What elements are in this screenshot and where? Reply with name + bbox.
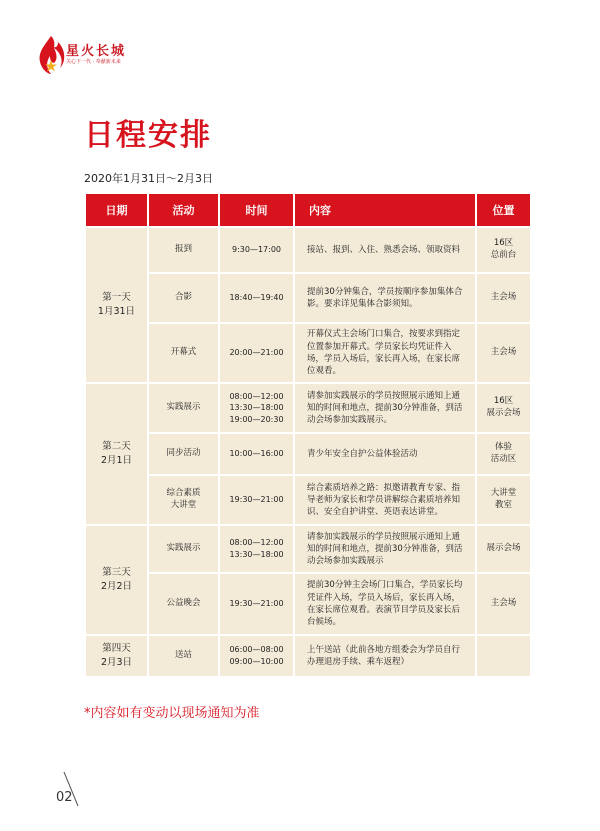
location-cell: 展示会场 [476, 525, 531, 573]
header-location: 位置 [476, 193, 531, 227]
time-cell: 08:00—12:00 13:30—18:00 19:00—20:30 [219, 383, 294, 433]
time-cell: 19:30—21:00 [219, 475, 294, 525]
change-notice: *内容如有变动以现场通知为准 [84, 706, 260, 721]
header-activity: 活动 [148, 193, 219, 227]
location-cell: 主会场 [476, 323, 531, 383]
content-cell: 提前30分钟集合，学员按顺序参加集体合影。要求详见集体合影须知。 [294, 273, 476, 323]
content-cell: 请参加实践展示的学员按照展示通知上通知的时间和地点，提前30分钟准备，到活动会场参加实践展示。 [294, 383, 476, 433]
location-cell [476, 635, 531, 677]
day-date: 2月1日 [100, 455, 133, 466]
day-cell [85, 383, 148, 525]
content-cell: 提前30分钟主会场门口集合，学员家长均凭证件入场，学员入场后，家长再入场，在家长席位观看。表演节目学员及家长后台候场。 [294, 573, 476, 635]
day-date: 2月3日 [100, 657, 133, 668]
content-cell: 接站、报到、入住、熟悉会场、领取资料 [294, 227, 476, 273]
content-cell: 综合素质培养之路：拟邀请教育专家、指导老师为家长和学员讲解综合素质培养知识、安全自护讲堂、英语表达讲堂。 [294, 475, 476, 525]
time-cell: 06:00—08:00 09:00—10:00 [219, 635, 294, 677]
table-row [85, 525, 531, 573]
content-cell: 上午送站（此前各地方组委会为学员自行办理退房手续、乘车返程） [294, 635, 476, 677]
header-time: 时间 [219, 193, 294, 227]
time-cell: 10:00—16:00 [219, 433, 294, 475]
location-cell: 大讲堂 教室 [476, 475, 531, 525]
time-cell: 18:40—19:40 [219, 273, 294, 323]
date-range: 2020年1月31日～2月3日 [84, 172, 213, 185]
day-date: 1月31日 [97, 306, 136, 317]
day-name: 第二天 [102, 440, 131, 452]
time-cell: 08:00—12:00 13:30—18:00 [219, 525, 294, 573]
flame-star-icon [36, 34, 66, 78]
activity-cell: 公益晚会 [148, 573, 219, 635]
location-cell: 体验 活动区 [476, 433, 531, 475]
day-name: 第四天 [102, 642, 131, 654]
table-row [85, 573, 531, 635]
table-row [85, 475, 531, 525]
table-header-row [85, 193, 531, 227]
content-cell: 请参加实践展示的学员按照展示通知上通知的时间和地点，提前30分钟准备，到活动会场参加实践展示 [294, 525, 476, 573]
logo-name: 星火长城 [66, 44, 127, 59]
activity-cell: 报到 [148, 227, 219, 273]
table-row [85, 227, 531, 273]
page-number: 02 [56, 790, 73, 805]
table-row [85, 433, 531, 475]
activity-cell: 送站 [148, 635, 219, 677]
activity-cell: 开幕式 [148, 323, 219, 383]
activity-cell: 同步活动 [148, 433, 219, 475]
table-row [85, 323, 531, 383]
content-cell: 青少年安全自护公益体验活动 [294, 433, 476, 475]
day-cell [85, 525, 148, 635]
table-row [85, 273, 531, 323]
page-title: 日程安排 [84, 118, 212, 153]
day-cell [85, 227, 148, 383]
brand-logo [36, 34, 146, 84]
location-cell: 主会场 [476, 573, 531, 635]
table-row [85, 635, 531, 677]
schedule-table [84, 192, 532, 678]
logo-slogan: 关心下一代 · 奉献新未来 [66, 59, 121, 65]
activity-cell: 合影 [148, 273, 219, 323]
location-cell: 主会场 [476, 273, 531, 323]
day-name: 第一天 [102, 291, 131, 303]
time-cell: 20:00—21:00 [219, 323, 294, 383]
location-cell: 16区 总前台 [476, 227, 531, 273]
activity-cell: 实践展示 [148, 525, 219, 573]
day-cell [85, 635, 148, 677]
header-content: 内容 [294, 193, 476, 227]
time-cell: 19:30—21:00 [219, 573, 294, 635]
activity-cell: 综合素质 大讲堂 [148, 475, 219, 525]
day-date: 2月2日 [100, 581, 133, 592]
time-cell: 9:30—17:00 [219, 227, 294, 273]
location-cell: 16区 展示会场 [476, 383, 531, 433]
content-cell: 开幕仪式主会场门口集合，按要求到指定位置参加开幕式。学员家长均凭证件入场，学员入场后，家长再入场，在家长席位观看。 [294, 323, 476, 383]
activity-cell: 实践展示 [148, 383, 219, 433]
table-row [85, 383, 531, 433]
header-day: 日期 [85, 193, 148, 227]
day-name: 第三天 [102, 566, 131, 578]
